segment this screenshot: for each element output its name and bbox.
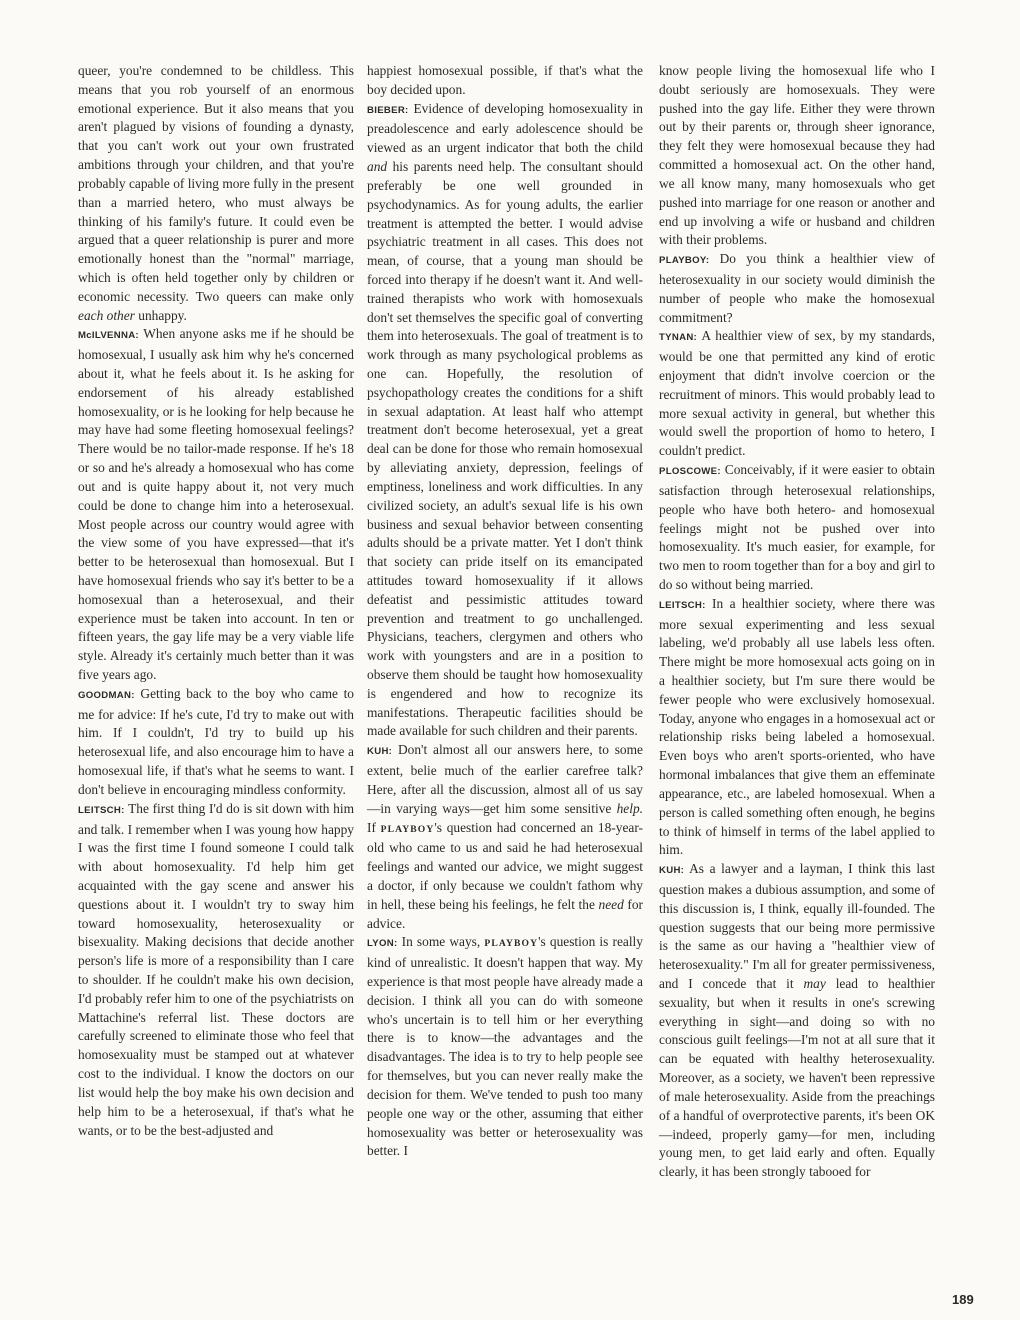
paragraph: LYON: In some ways, PLAYBOY's question is really kind of unrealistic. It doesn't happen that way. My experience is that most people have already made a decision. I think all you can do with someone who's uncertain is to tell him or her everything there is to know—the advantages and the disadvantages. The idea is to try to help people see for themselves, but you can never really make the decision for them. We've tended to push too many people one way or the other, assuming that either homosexuality was better or heterosexuality was better. I [367, 934, 643, 1159]
emphasis: may [803, 976, 826, 991]
paragraph: PLAYBOY: Do you think a healthier view of heterosexuality in our society would diminish the number of people who make the homosexual commitment? [659, 251, 935, 325]
speaker-label: McILVENNA: [78, 330, 139, 342]
speaker-label: LYON: [367, 938, 398, 950]
paragraph: queer, you're condemned to be childless. This means that you rob yourself of an enormous emotional experience. But it also means that you aren't plagued by visions of founding a dynasty, that you can't work out your own frustrated ambitions through your children, and that you're probably capable of living more fully in the present than a married hetero, who must always be thinking of his family's future. It could even be argued that a queer relationship is purer and more emotionally honest than the "normal" marriage, which is often held together only by children or economic necessity. Two queers can make only each other unhappy. [78, 63, 354, 323]
text-column-2 [367, 62, 643, 1161]
paragraph: LEITSCH: In a healthier society, where there was more sexual experimenting and less sexual labeling, we'd probably all use labels less often. There might be more homosexual acts going on in a healthier society, but I'm sure there would be fewer people who were exclusively homosexual. Today, anyone who engages in a homosexual act or relationship risks being labeled a homosexual. Even boys who aren't sports-oriented, who have hormonal imbalances that give them an effeminate appearance, etc., are labeled homosexual. When a person is called something often enough, he begins to think of himself in terms of the label applied to him. [659, 595, 935, 858]
emphasis: help. [616, 800, 643, 816]
paragraph: know people living the homosexual life who I doubt seriously are homosexuals. They were pushed into the gay life. Either they were thrown out by their parents or, through sheer ignorance, they felt they were homosexual because they had committed a homosexual act. On the other hand, we all know many, many homosexuals who get pushed into marriage for one reason or another and end up involving a wife or husband and children with their problems. [659, 63, 935, 248]
magazine-name: PLAYBOY [380, 823, 435, 835]
paragraph: KUH: As a lawyer and a layman, I think this last question makes a dubious assumption, and some of this discussion is, I think, equally ill-founded. The question suggests that our being more permissive is the same as our having a "healthier view of heterosexuality." I'm all for greater permissiveness, and I concede that it may lead to healthier sexuality, but when it results in one's screwing everything in sight—and doing so with no conscious guilt feelings—I'm not at all sure that it can be equated with healthy heterosexuality. Moreover, as a society, we haven't been repressive of male heterosexuality. Aside from the preachings of a handful of overprotective parents, it's been OK—indeed, properly gamy—for men, including young men, to get laid early and often. Equally clearly, it has been strongly tabooed for [659, 861, 936, 1180]
paragraph: PLOSCOWE: Conceivably, if it were easier to obtain satisfaction through heterosexual relationships, people who have both hetero- and homosexual feelings might not be pushed over into homosexuality. It's much easier, for example, for two men to room together than for a boy and girl to do so without being married. [659, 462, 935, 592]
speaker-label: LEITSCH: [78, 804, 125, 816]
paragraph: BIEBER: Evidence of developing homosexuality in preadolescence and early adolescence should be viewed as an urgent indicator that both the child and his parents need help. The consultant should preferably be one well grounded in psychodynamics. As for young adults, the earlier treatment is attempted the better. I would advise psychiatric treatment in all cases. This does not mean, of course, that a young man should be forced into therapy if he doesn't want it. And well-trained therapists who work with homosexuals don't set themselves the specific goal of converting them into heterosexuals. The goal of treatment is to work through as many psychological problems as one can. Hopefully, the resolution of psychopathology creates the conditions for a shift in sexual adaptation. At least half who attempt treatment don't become heterosexual, yet a great deal can be done for those who remain homosexual by alleviating anxiety, depression, feelings of emptiness, loneliness and work difficulties. In any civilized society, an adult's sexual life is his own business and sexual behavior between consenting adults should be a private matter. Yet I don't think that society can pride itself on its emancipated attitudes toward homosexuality if it allows defeatist and pessimistic attitudes toward prevention and treatment to go unchallenged. Physicians, teachers, clergymen and others who work with youngsters and are in a position to observe them should be taught how homosexuality is engendered and how to recognize its manifestations. Therapeutic facilities should be made available for such children and their parents. [367, 100, 643, 739]
emphasis: and [367, 159, 388, 175]
text-column-1 [78, 62, 354, 1140]
paragraph: TYNAN: A healthier view of sex, by my standards, would be one that permitted any kind of erotic enjoyment that didn't involve coercion or the recruitment of minors. This would probably lead to more sexual activity in general, but whether this would swell the proportion of homo to hetero, I couldn't predict. [659, 328, 936, 459]
magazine-name: PLAYBOY [484, 938, 539, 950]
speaker-label: PLAYBOY: [659, 255, 710, 267]
speaker-label: TYNAN: [659, 332, 698, 344]
emphasis: each other [78, 307, 135, 323]
speaker-label: KUH: [659, 865, 685, 877]
paragraph: happiest homosexual possible, if that's what the boy decided upon. [367, 63, 643, 97]
paragraph: McILVENNA: When anyone asks me if he should be homosexual, I usually ask him why he's concerned about it, what he feels about it. Is he asking for endorsement of his already established homosexuality, or is he looking for help because he may have had some fleeting homosexual feelings? There would be no tailor-made response. If he's 18 or so and he's already a homosexual who has come out and is quite happy about it, not very much could be done to change him into a heterosexual. Most people across our country would agree with the view some of you have expressed—that it's better to be heterosexual than homosexual. But I have homosexual friends who say it's better to be a homosexual than a heterosexual, and their experience must be taken into account. In ten or fifteen years, the gay life may be a very viable life style. Already it's certainly much better than it was five years ago. [78, 326, 355, 682]
speaker-label: GOODMAN: [78, 689, 135, 701]
emphasis: need [598, 896, 624, 912]
paragraph: KUH: Don't almost all our answers here, to some extent, belie much of the earlier carefree talk? Here, after all the discussion, almost all of us say—in varying ways—get him some sensitive help. If PLAYBOY's question had concerned an 18-year-old who came to us and said he had heterosexual feelings and wanted our advice, we might suggest a doctor, if only because we couldn't fathom why in hell, these being his feelings, he felt the need for advice. [367, 742, 643, 931]
paragraph: LEITSCH: The first thing I'd do is sit down with him and talk. I remember when I was young how happy I was the first time I found someone I could talk with about homosexuality. I'd help him get acquainted with the gay scene and answer his questions about it. I wouldn't try to sway him toward homosexuality, heterosexuality or bisexuality. Making decisions that decide another person's life is more of a responsibility than I care to shoulder. If he couldn't make his own decision, I'd probably refer him to one of the psychiatrists on Mattachine's referral list. These doctors are carefully screened to eliminate those who feel that homosexuality must be stamped out at whatever cost to the individual. I know the doctors on our list would help the boy make his own decision and help him to be a heterosexual, if that's what he wants, or to be the best-adjusted and [78, 800, 354, 1138]
page-number: 189 [952, 1292, 974, 1307]
text-column-3 [659, 62, 935, 1182]
speaker-label: PLOSCOWE: [659, 466, 721, 478]
speaker-label: LEITSCH: [659, 599, 706, 611]
speaker-label: BIEBER: [367, 104, 409, 116]
speaker-label: KUH: [367, 746, 393, 758]
paragraph: GOODMAN: Getting back to the boy who came to me for advice: If he's cute, I'd try to make out with him. If I couldn't, I'd try to build up his heterosexual life, and also encourage him to have a homosexual life, if that's what he seems to want. I don't believe in encouraging mindless conformity. [78, 685, 354, 797]
